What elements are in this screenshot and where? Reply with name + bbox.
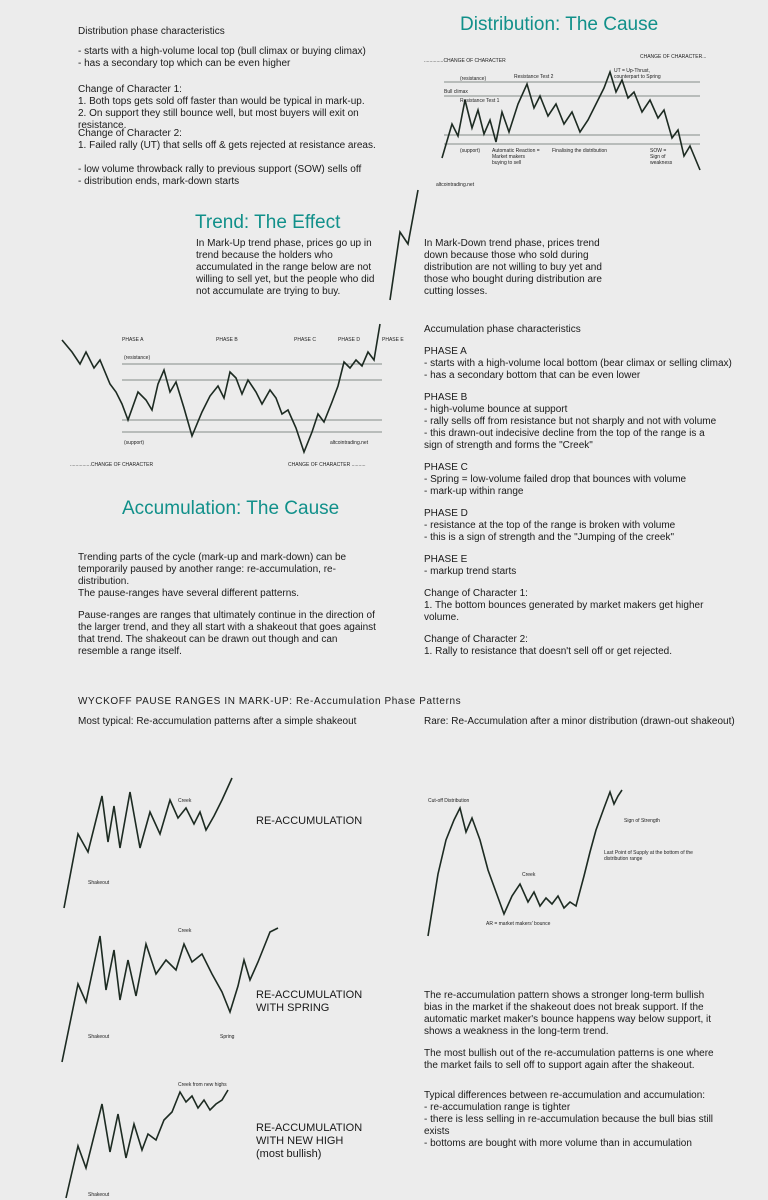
p2-creek-label: Creek xyxy=(178,928,192,934)
phase-d-title: PHASE D xyxy=(424,508,468,519)
rare-sos-label: Sign of Strength xyxy=(624,818,660,824)
dist-credit: altcointrading.net xyxy=(436,182,475,188)
dist-sow-label-2: Sign of xyxy=(650,154,666,160)
phase-c-text: - Spring = low-volume failed drop that bounces with volume - mark-up within range xyxy=(424,474,687,497)
markdown-text: In Mark-Down trend phase, prices trend down because those who sold during distribution are not willing to buy yet and those who bought during distribution are cutting losses. xyxy=(424,238,605,297)
rare-creek-label: Creek xyxy=(522,872,536,878)
accumulation-range-lines xyxy=(122,364,382,432)
accumulation-title: Accumulation: The Cause xyxy=(122,498,340,519)
pattern-3-label: RE-ACCUMULATION WITH NEW HIGH (most bullish) xyxy=(256,1122,363,1160)
accumulation-heading: Accumulation phase characteristics xyxy=(424,324,581,335)
phase-b-title: PHASE B xyxy=(424,392,468,403)
acc-coc-left: ...............CHANGE OF CHARACTER xyxy=(70,462,154,468)
pause-paragraph-3: Pause-ranges are ranges that ultimately continue in the direction of the larger trend, and they all start with a shakeout that goes against that trend. The shakeout can be drawn out though and can resemble a range itself. xyxy=(78,610,379,657)
rare-lps-label-2: distribution range xyxy=(604,856,643,862)
phase-a-title: PHASE A xyxy=(424,346,467,357)
p2-shakeout-label: Shakeout xyxy=(88,1034,110,1040)
distribution-coc2-title: Change of Character 2: xyxy=(78,128,182,139)
p1-creek-label: Creek xyxy=(178,798,192,804)
phase-c-title: PHASE C xyxy=(424,462,468,473)
distribution-bullets: - starts with a high-volume local top (bull climax or buying climax) - has a secondary top which can be even higher xyxy=(78,46,366,69)
distribution-coc1-body: 1. Both tops gets sold off faster than would be typical in mark-up. 2. On support they still bounce well, but most buyers will exit on resistance. xyxy=(78,96,365,131)
acc-coc2-title: Change of Character 2: xyxy=(424,634,528,645)
dist-rt2-label: Resistance Test 2 xyxy=(514,74,554,80)
p3-shakeout-label: Shakeout xyxy=(88,1192,110,1198)
pattern-1-path xyxy=(64,778,232,908)
rare-pattern-path xyxy=(428,790,622,936)
acc-phase-d: PHASE D xyxy=(338,337,360,343)
phase-e-title: PHASE E xyxy=(424,554,468,565)
distribution-title: Distribution: The Cause xyxy=(460,14,659,35)
dist-ar-label-2: Market makers xyxy=(492,154,526,160)
reacc-paragraph-1: The re-accumulation pattern shows a stronger long-term bullish bias in the market if the shakeout does not break support. If the automatic market maker's bounce happens way below support, it shows a weakness in the long-term trend. xyxy=(424,990,714,1037)
dist-ut-label: UT = Up-Thrust, xyxy=(614,68,650,74)
phase-a-text: - starts with a high-volume local bottom (bear climax or selling climax) - has a secondary bottom that can be even lower xyxy=(424,358,732,381)
acc-coc1-body: 1. The bottom bounces generated by market makers get higher volume. xyxy=(424,600,707,623)
pattern-1-label: RE-ACCUMULATION xyxy=(256,815,363,827)
pause-paragraph-2: The pause-ranges have several different patterns. xyxy=(78,588,300,599)
reacc-differences: Typical differences between re-accumulation and accumulation: - re-accumulation range is tighter - there is less selling in re-accumulation because the bull bias still exists - bottoms are bought with more volume than in accumulation xyxy=(424,1090,714,1149)
dist-ar-label: Automatic Reaction = xyxy=(492,148,540,154)
markup-text: In Mark-Up trend phase, prices go up in trend because the holders who accumulated in the range below are not willing to sell yet, but the people who did not accumulate are trying to buy. xyxy=(196,238,378,297)
pattern-2-label: RE-ACCUMULATION WITH SPRING xyxy=(256,989,363,1014)
dist-coc-left: ..............CHANGE OF CHARACTER xyxy=(424,58,506,64)
dist-support-label: (support) xyxy=(460,148,481,154)
phase-d-text: - resistance at the top of the range is broken with volume - this is a sign of strength and the "Jumping of the creek" xyxy=(424,520,676,543)
p1-shakeout-label: Shakeout xyxy=(88,880,110,886)
dist-resistance-label: (resistance) xyxy=(460,76,487,82)
acc-coc-right: CHANGE OF CHARACTER .......... xyxy=(288,462,366,468)
distribution-coc1-title: Change of Character 1: xyxy=(78,84,182,95)
acc-resistance-label: (resistance) xyxy=(124,355,151,361)
pause-paragraph-1: Trending parts of the cycle (mark-up and mark-down) can be temporarily paused by another range: re-accumulation, re-distribution. xyxy=(78,552,349,587)
acc-support-label: (support) xyxy=(124,440,145,446)
wyckoff-right-subtitle: Rare: Re-Accumulation after a minor distribution (drawn-out shakeout) xyxy=(424,716,735,727)
dist-sow-label: SOW = xyxy=(650,148,667,154)
distribution-tail: - low volume throwback rally to previous support (SOW) sells off - distribution ends, mark-down starts xyxy=(78,164,362,187)
trend-markup-line xyxy=(390,190,418,300)
dist-sow-label-3: weakness xyxy=(650,160,673,166)
dist-finalising-label: Finalising the distribution xyxy=(552,148,608,154)
rare-ar-label: AR = market makers' bounce xyxy=(486,921,551,927)
wyckoff-left-subtitle: Most typical: Re-accumulation patterns after a simple shakeout xyxy=(78,716,357,727)
distribution-coc2-body: 1. Failed rally (UT) that sells off & gets rejected at resistance areas. xyxy=(78,140,376,151)
acc-phase-a: PHASE A xyxy=(122,337,144,343)
acc-coc2-body: 1. Rally to resistance that doesn't sell off or get rejected. xyxy=(424,646,672,657)
dist-bull-label: Bull climax xyxy=(444,89,468,95)
wyckoff-header: WYCKOFF PAUSE RANGES IN MARK-UP: Re-Accumulation Phase Patterns xyxy=(78,696,462,707)
phase-b-text: - high-volume bounce at support - rally sells off from resistance but not sharply and not with volume - this drawn-out indecisive decline from the top of the range is a sign of strength and forms the "Creek" xyxy=(424,404,717,451)
p2-spring-label: Spring xyxy=(220,1034,235,1040)
pattern-2-path xyxy=(62,928,278,1062)
dist-coc-right: CHANGE OF CHARACTER... xyxy=(640,54,707,60)
dist-ut2-label: counterpart to Spring xyxy=(614,74,661,80)
rare-cutoff-label: Cut-off Distribution xyxy=(428,798,470,804)
acc-phase-c: PHASE C xyxy=(294,337,316,343)
distribution-heading: Distribution phase characteristics xyxy=(78,26,225,37)
trend-title: Trend: The Effect xyxy=(195,212,341,233)
pattern-3-path xyxy=(66,1090,228,1198)
p3-creek-label: Creek from new highs xyxy=(178,1082,227,1088)
rare-lps-label: Last Point of Supply at the bottom of the xyxy=(604,850,693,856)
acc-phase-e: PHASE E xyxy=(382,337,404,343)
dist-ar-label-3: buying to sell xyxy=(492,160,522,166)
acc-credit: altcointrading.net xyxy=(330,440,369,446)
accumulation-price-path xyxy=(62,324,380,452)
reacc-paragraph-2: The most bullish out of the re-accumulation patterns is one where the market fails to sell off to support again after the shakeout. xyxy=(424,1048,717,1071)
dist-rt1-label: Resistance Test 1 xyxy=(460,98,500,104)
phase-e-text: - markup trend starts xyxy=(424,566,517,577)
acc-phase-b: PHASE B xyxy=(216,337,238,343)
acc-coc1-title: Change of Character 1: xyxy=(424,588,528,599)
